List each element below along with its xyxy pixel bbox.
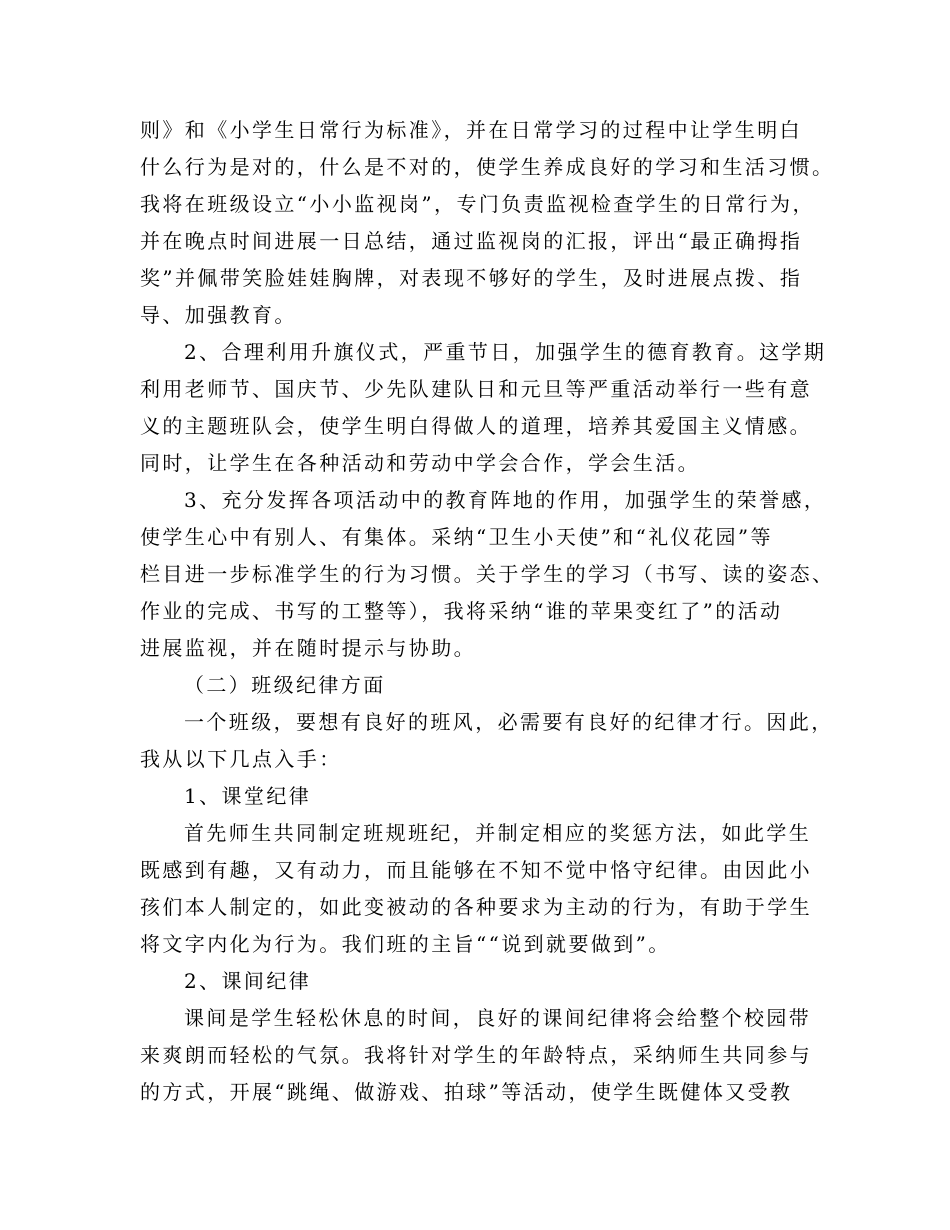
paragraph-heading-discipline [140,667,830,704]
text-line: 课间是学生轻松休息的时间，良好的课间纪律将会给整个校园带 [184,1006,812,1030]
text-line: 什么行为是对的，什么是不对的，使学生养成良好的学习和生活习惯。 [140,155,835,179]
text-line: 2、课间纪律 [184,969,312,993]
text-line: 义的主题班队会，使学生明白得做人的道理，培养其爱国主义情感。 [140,414,812,438]
text-line: 我将在班级设立“小小监视岗”，专门负责监视检查学生的日常行为， [140,192,815,216]
paragraph-discipline-intro [140,704,834,778]
paragraph-rules-continuation [140,112,835,334]
text-line: 使学生心中有别人、有集体。采纳“卫生小天使”和“礼仪花园”等 [140,525,773,549]
text-line: 1、课堂纪律 [184,784,312,808]
text-line: 将文字内化为行为。我们班的主旨““说到就要做到”。 [140,932,671,956]
paragraph-activities [140,482,835,667]
paragraph-break-rules [140,1000,830,1111]
paragraph-heading-break [140,963,830,1000]
text-line: 导、加强教育。 [140,303,297,327]
text-line: 我从以下几点入手： [140,747,342,771]
text-line: 则》和《小学生日常行为标准》，并在日常学习的过程中让学生明白 [140,118,802,142]
paragraph-flag-ceremony [140,334,830,482]
text-line: （二）班级纪律方面 [184,673,386,697]
text-line: 2、合理利用升旗仪式，严重节日，加强学生的德育教育。这学期 [184,340,827,364]
text-line: 首先师生共同制定班规班纪，并制定相应的奖惩方法，如此学生 [184,821,812,845]
text-line: 栏目进一步标准学生的行为习惯。关于学生的学习（书写、读的姿态、 [140,562,835,586]
paragraph-heading-classroom [140,778,830,815]
text-line: 作业的完成、书写的工整等），我将采纳“谁的苹果变红了”的活动 [140,599,783,623]
text-line: 的方式，开展“跳绳、做游戏、拍球”等活动，使学生既健体又受教 [140,1080,793,1104]
text-line: 来爽朗而轻松的气氛。我将针对学生的年龄特点，采纳师生共同参与 [140,1043,812,1067]
paragraph-classroom-rules [140,815,830,963]
text-line: 既感到有趣，又有动力，而且能够在不知不觉中恪守纪律。由因此小 [140,858,812,882]
text-line: 3、充分发挥各项活动中的教育阵地的作用，加强学生的荣誉感， [184,488,827,512]
text-line: 进展监视，并在随时提示与协助。 [140,636,476,660]
text-line: 孩们本人制定的，如此变被动的各种要求为主动的行为，有助于学生 [140,895,812,919]
text-line: 奖”并佩带笑脸娃娃胸牌，对表现不够好的学生，及时进展点拨、指 [140,266,803,290]
document-body [140,112,835,1111]
text-line: 一个班级，要想有良好的班风，必需要有良好的纪律才行。因此， [184,710,834,734]
text-line: 利用老师节、国庆节、少先队建队日和元旦等严重活动举行一些有意 [140,377,812,401]
text-line: 同时，让学生在各种活动和劳动中学会合作，学会生活。 [140,451,700,475]
text-line: 并在晚点时间进展一日总结，通过监视岗的汇报，评出“最正确拇指 [140,229,803,253]
